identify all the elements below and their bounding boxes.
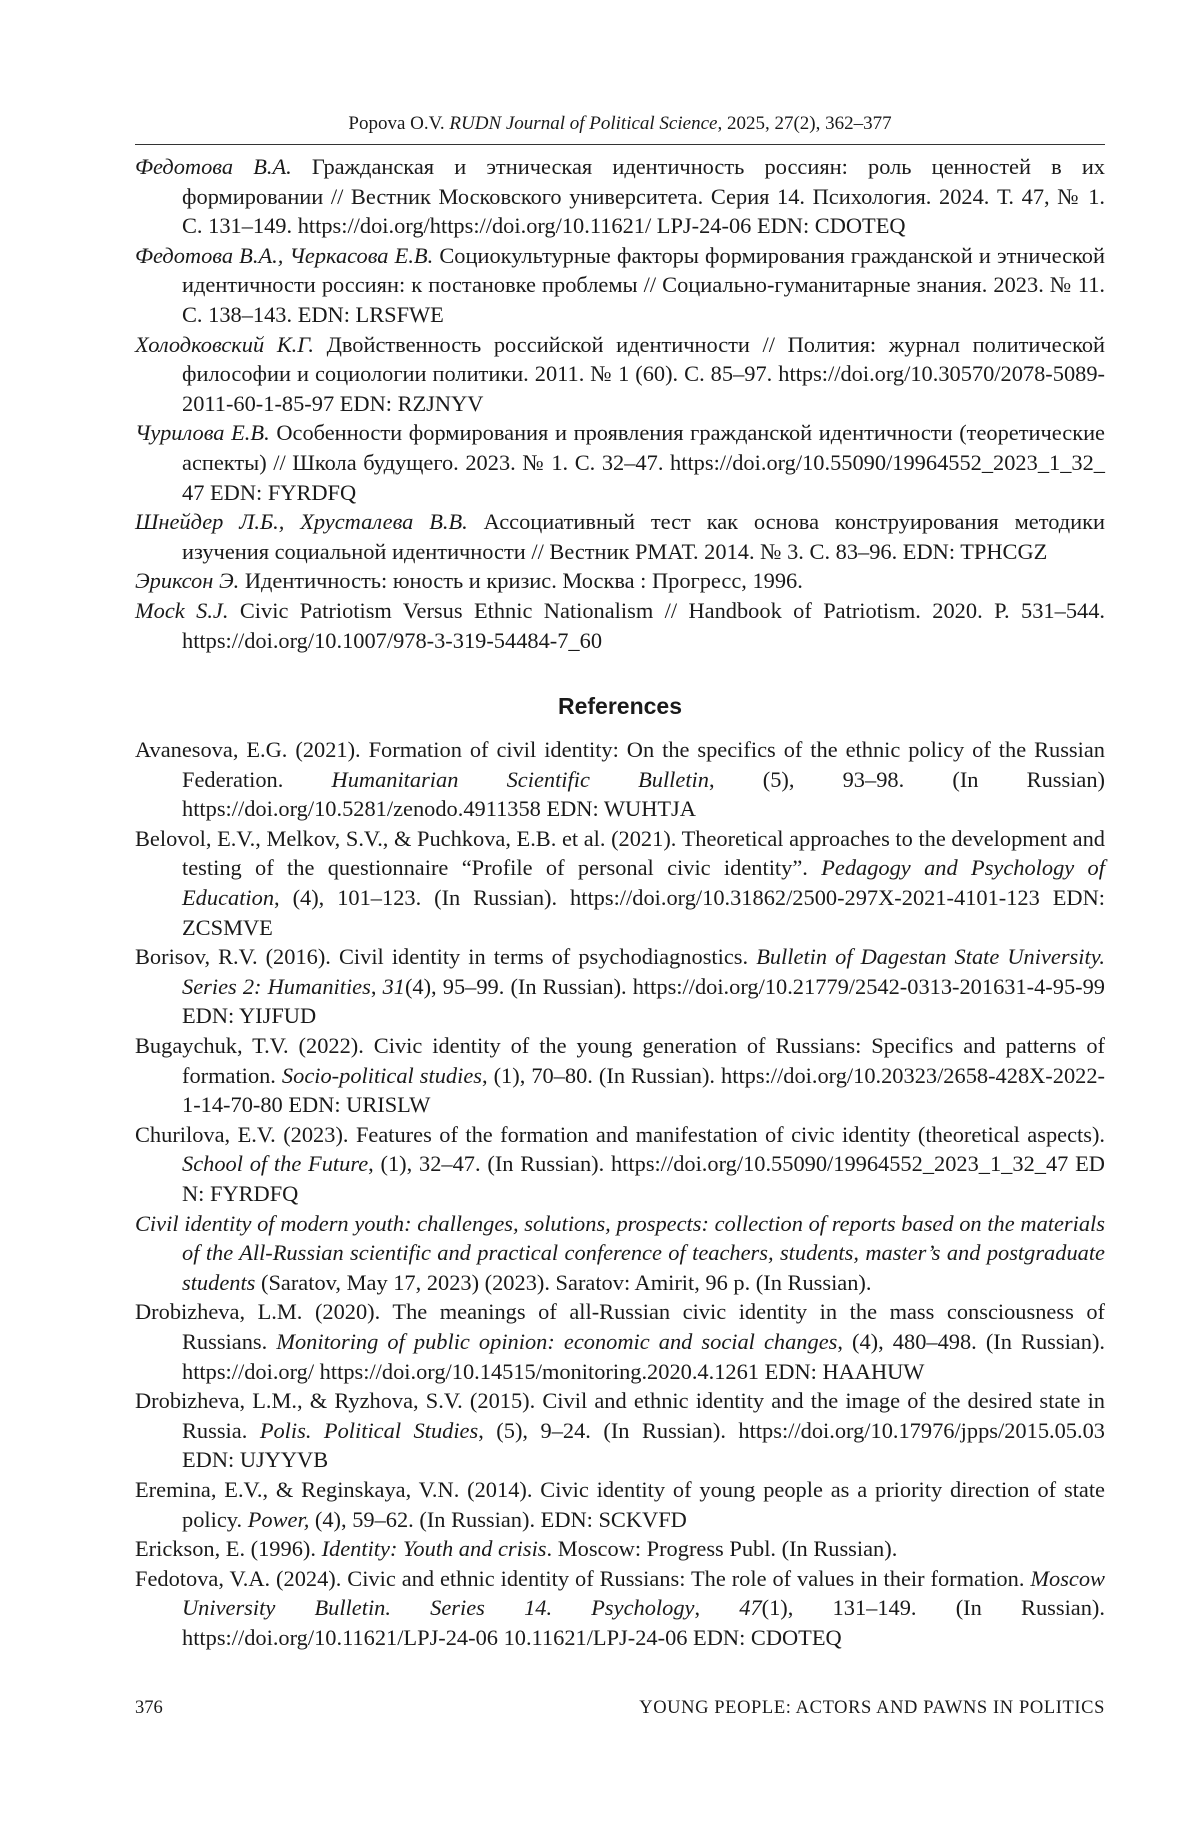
- reference-text: , (4), 101–123. (In Russian). https://doi.org/10.31862/2500-297X-2021-4101-123 EDN: ZCSMVE: [182, 885, 1105, 940]
- reference-text: Eremina, E.V., & Reginskaya, V.N. (2014). Civic identity of young people as a priority direction of state policy.: [135, 1476, 1105, 1532]
- reference-authors: Федотова В.А.: [135, 154, 292, 179]
- references-heading: References: [557, 693, 683, 720]
- reference-source: Civil identity of modern youth: challenges, solutions, prospects: collection of reports based on the materials of the All-Russian scientific and practical conference of teachers, students, master’s and postgraduate students: [135, 1210, 1105, 1295]
- reference-text: Belovol, E.V., Melkov, S.V., & Puchkova, E.B. et al. (2021). Theoretical approaches to the development and testing of the questionnaire “Profile of personal civic identity”.: [135, 825, 1105, 881]
- reference-entry: [135, 1120, 1105, 1209]
- reference-entry: [135, 735, 1105, 824]
- reference-text: , (1), 32–47. (In Russian). https://doi.org/10.55090/19964552_2023_1_32_47 EDN: FYRDFQ: [182, 1151, 1105, 1206]
- reference-text: Идентичность: юность и кризис. Москва : Прогресс, 1996.: [239, 568, 803, 594]
- reference-text: Ассоциативный тест как основа конструирования методики изучения социальной идентичности // Вестник РМАТ. 2014. № 3. С. 83–96. EDN: TPHCGZ: [182, 509, 1105, 564]
- reference-source: Socio-political studies: [281, 1062, 482, 1088]
- russian-reference: [135, 566, 1105, 596]
- russian-reference: [135, 507, 1105, 566]
- reference-text: , (5), 9–24. (In Russian). https://doi.org/10.17976/jpps/2015.05.03 EDN: UJYYVB: [182, 1417, 1105, 1473]
- reference-authors: Mock S.J.: [135, 597, 229, 623]
- russian-reference: [135, 152, 1105, 241]
- reference-text: (4), 59–62. (In Russian). EDN: SCKVFD: [309, 1506, 687, 1532]
- reference-entry: [135, 1475, 1105, 1534]
- reference-authors: Эриксон Э.: [135, 568, 240, 594]
- reference-text: (1), 131–149. (In Russian). https://doi.org/10.11621/LPJ-24-06 10.11621/LPJ-24-06 EDN: CDOTEQ: [182, 1595, 1105, 1650]
- reference-source: Polis. Political Studies: [259, 1417, 479, 1443]
- russian-reference: [135, 418, 1105, 507]
- reference-text: Социокультурные факторы формирования гражданской и этнической идентичности россиян: к постановке проблемы // Социально-гуманитарные знания. 2023. № 11. С. 138–143. EDN: LRSFWE: [182, 242, 1105, 327]
- reference-authors: Холодковский К.Г.: [135, 331, 314, 357]
- reference-text: ,: [370, 973, 383, 999]
- reference-entry: [135, 824, 1105, 942]
- russian-reference: [135, 241, 1105, 330]
- reference-entry: [135, 1297, 1105, 1386]
- reference-source: School of the Future: [182, 1151, 369, 1177]
- reference-text: Borisov, R.V. (2016). Civil identity in terms of psychodiagnostics.: [135, 944, 757, 970]
- reference-text: Fedotova, V.A. (2024). Civic and ethnic identity of Russians: The role of values in their formation.: [135, 1565, 1031, 1591]
- reference-source: Bulletin of Dagestan State University. Series 2: Humanities: [182, 944, 1105, 999]
- reference-text: (Saratov, May 17, 2023) (2023). Saratov: Amirit, 96 p. (In Russian).: [255, 1269, 872, 1295]
- reference-source: Pedagogy and Psychology of Education: [182, 855, 1105, 911]
- reference-text: Civic Patriotism Versus Ethnic Nationalism // Handbook of Patriotism. 2020. P. 531–544. https://doi.org/10.1007/978-3-319-54484-7_60: [182, 597, 1106, 653]
- header-author: Popova O.V.: [348, 113, 445, 134]
- header-rule: [135, 144, 1105, 145]
- reference-entry: [135, 1031, 1105, 1120]
- page-footer: [135, 1698, 1105, 1728]
- reference-volume: 47: [739, 1595, 762, 1621]
- page-number: 376: [135, 1698, 163, 1718]
- reference-section: [135, 152, 1105, 1653]
- reference-text: . Moscow: Progress Publ. (In Russian).: [546, 1536, 898, 1562]
- reference-text: Drobizheva, L.M., & Ryzhova, S.V. (2015). Civil and ethnic identity and the image of the desired state in Russia.: [135, 1388, 1105, 1443]
- reference-authors: Шнейдер Л.Б., Хрусталева В.В.: [135, 509, 468, 535]
- reference-text: ,: [694, 1595, 740, 1621]
- reference-text: Bugaychuk, T.V. (2022). Civic identity of the young generation of Russians: Specifics and patterns of formation.: [135, 1033, 1105, 1088]
- reference-source: Monitoring of public opinion: economic and social changes: [276, 1328, 838, 1354]
- header-journal: RUDN Journal of Political Science: [449, 113, 718, 134]
- reference-entry: [135, 1386, 1105, 1475]
- russian-reference: [135, 330, 1105, 419]
- reference-authors: Чурилова Е.В.: [135, 420, 270, 446]
- reference-text: Особенности формирования и проявления гражданской идентичности (теоретические аспекты) // Школа будущего. 2023. № 1. С. 32–47. https://doi.org/10.55090/19964552_2023_1_32_47 EDN: FYRDFQ: [182, 420, 1105, 505]
- reference-text: , (5), 93–98. (In Russian) https://doi.org/10.5281/zenodo.4911358 EDN: WUHTJA: [182, 766, 1106, 822]
- section-title: YOUNG PEOPLE: ACTORS AND PAWNS IN POLITICS: [639, 1698, 1105, 1718]
- reference-source: Power,: [247, 1506, 310, 1532]
- reference-text: Avanesova, E.G. (2021). Formation of civil identity: On the specifics of the ethnic policy of the Russian Federation.: [135, 737, 1105, 792]
- reference-entry: [135, 1209, 1105, 1298]
- running-head: [135, 112, 1105, 142]
- reference-entry: [135, 942, 1105, 1031]
- reference-entry: [135, 1564, 1105, 1653]
- reference-text: Двойственность российской идентичности // Полития: журнал политической философии и социологии политики. 2011. № 1 (60). С. 85–97. https://doi.org/10.30570/2078-5089-2011-60-1-85-97 EDN: RZJNYV: [182, 331, 1105, 416]
- reference-text: Erickson, E. (1996).: [135, 1536, 322, 1562]
- header-details: , 2025, 27(2), 362–377: [717, 113, 892, 134]
- reference-text: Churilova, E.V. (2023). Features of the formation and manifestation of civic identity (theoretical aspects).: [135, 1121, 1105, 1147]
- reference-source: Identity: Youth and crisis: [321, 1536, 547, 1562]
- reference-text: , (4), 480–498. (In Russian). https://doi.org/ https://doi.org/10.14515/monitoring.2020.4.1261 EDN: HAAHUW: [182, 1328, 1105, 1384]
- reference-text: , (1), 70–80. (In Russian). https://doi.org/10.20323/2658-428X-2022-1-14-70-80 EDN: URISLW: [182, 1062, 1105, 1118]
- reference-entry: [135, 1534, 1105, 1564]
- reference-authors: Федотова В.А., Черкасова Е.В.: [135, 242, 434, 268]
- russian-reference: [135, 596, 1105, 655]
- reference-text: (4), 95–99. (In Russian). https://doi.org/10.21779/2542-0313-201631-4-95-99 EDN: YIJFUD: [182, 973, 1105, 1029]
- reference-text: Drobizheva, L.M. (2020). The meanings of all-Russian civic identity in the mass consciousness of Russians.: [135, 1299, 1105, 1354]
- reference-volume: 31: [382, 973, 405, 999]
- reference-text: Гражданская и этническая идентичность россиян: роль ценностей в их формировании // Вестник Московского университета. Серия 14. Психология. 2024. Т. 47, № 1. С. 131–149. https://doi.org/https://doi.org/10.11621/ LPJ-24-06 EDN: CDOTEQ: [182, 154, 1105, 239]
- reference-source: Moscow University Bulletin. Series 14. Psychology: [182, 1565, 1105, 1621]
- reference-source: Humanitarian Scientific Bulletin: [331, 766, 709, 792]
